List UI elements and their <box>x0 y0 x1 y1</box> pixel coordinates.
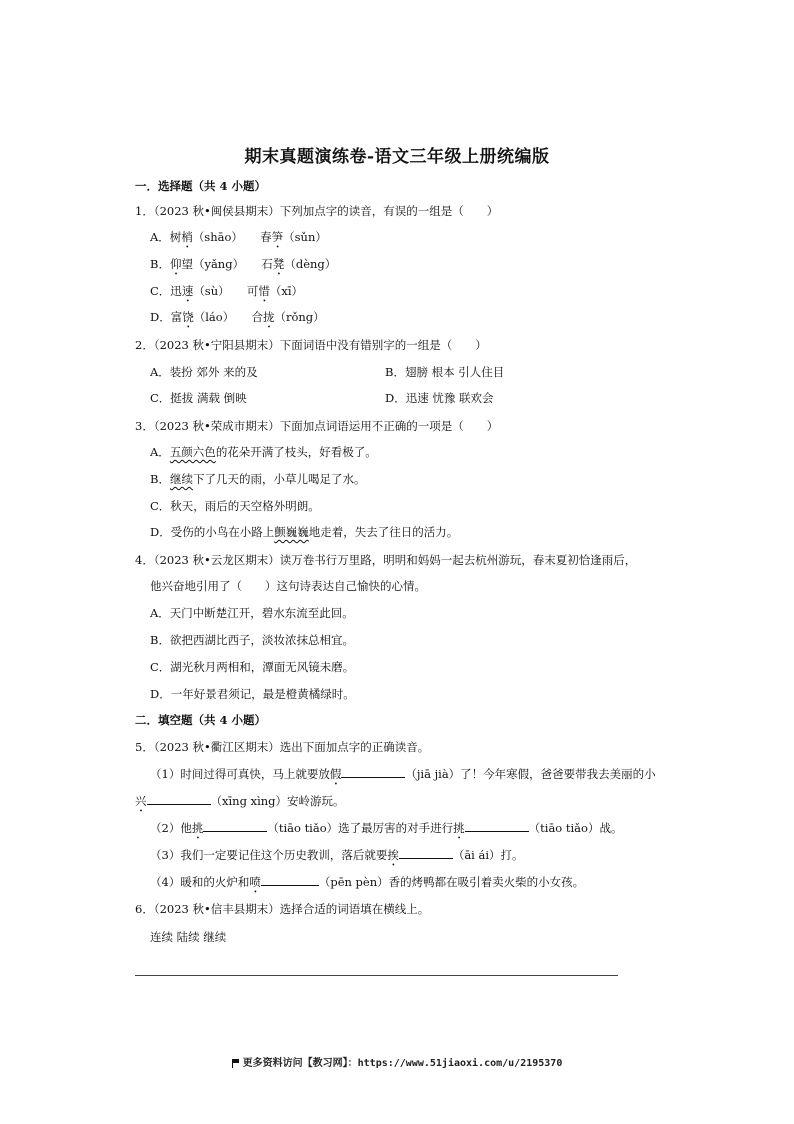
question-1-option-d: D．富饶（láo） 合拢（rǒng） <box>150 310 325 324</box>
page-title: 期末真题演练卷-语文三年级上册统编版 <box>244 147 550 167</box>
question-5-item-4: （4）暖和的火炉和喷 （pēn pèn）香的烤鸭都在吸引着卖火柴的小女孩。 <box>150 875 585 889</box>
question-3-stem: 3．（2023 秋•荣成市期末）下面加点词语运用不正确的一项是（ ） <box>135 419 499 433</box>
question-2-option-c: C．挺拔 满载 倒映 <box>150 391 247 405</box>
answer-blank[interactable] <box>261 873 319 886</box>
answer-blank[interactable] <box>399 846 453 859</box>
question-4-stem-line1: 4．（2023 秋•云龙区期末）读万卷书行万里路，明明和妈妈一起去杭州游玩，春末夏初恰逢雨后， <box>135 553 637 567</box>
question-3-option-b: B．继续下了几天的雨，小草儿喝足了水。 <box>150 472 366 486</box>
question-1-option-a: A．树梢（shāo） 春笋（sǔn） <box>150 230 327 244</box>
question-4-option-d: D．一年好景君须记，最是橙黄橘绿时。 <box>150 687 355 701</box>
question-3-option-c: C．秋天，雨后的天空格外明朗。 <box>150 499 320 513</box>
section-heading-fill: 二．填空题（共 4 小题） <box>135 713 267 727</box>
question-1-option-b: B．仰望（yǎng） 石凳（dèng） <box>150 257 337 271</box>
question-5-item-2: （2）他挑 （tiāo tiǎo）选了最厉害的对手进行挑 （tiāo tiǎo）战。 <box>150 821 623 835</box>
question-4-option-a: A．天门中断楚江开，碧水东流至此回。 <box>150 606 354 620</box>
answer-blank[interactable] <box>465 819 529 832</box>
footer <box>0 1054 794 1069</box>
flag-icon <box>232 1059 240 1067</box>
section-heading-choice: 一．选择题（共 4 小题） <box>135 179 267 193</box>
question-6-stem: 6．（2023 秋•信丰县期末）选择合适的词语填在横线上。 <box>135 902 430 916</box>
footer-link[interactable]: 更多资料访问【教习网】：https://www.51jiaoxi.com/u/2195370 <box>242 1058 563 1069</box>
question-4-option-c: C．湖光秋月两相和，潭面无风镜未磨。 <box>150 660 355 674</box>
question-5-stem: 5．（2023 秋•衢江区期末）选出下面加点字的正确读音。 <box>135 740 430 754</box>
answer-blank[interactable] <box>341 765 405 778</box>
question-5-item-3: （3）我们一定要记住这个历史教训，落后就要挨 （āi ái）打。 <box>150 848 524 862</box>
question-1-option-c: C．迅速（sù） 可惜（xī） <box>150 284 304 298</box>
answer-blank[interactable] <box>147 792 211 805</box>
question-2-option-d: D．迅速 忧豫 联欢会 <box>385 391 494 405</box>
question-2-option-b: B．翅膀 根本 引人住目 <box>385 365 505 379</box>
divider-line <box>135 975 618 976</box>
question-6-word-bank: 连续 陆续 继续 <box>150 930 227 944</box>
question-2-option-a: A．装扮 郊外 来的及 <box>150 365 258 379</box>
question-4-stem-line2: 他兴奋地引用了（ ）这句诗表达自己愉快的心情。 <box>150 579 426 593</box>
question-5-item-1-line2: 兴 （xīng xìng）安岭游玩。 <box>135 794 345 808</box>
answer-blank[interactable] <box>203 819 267 832</box>
question-5-item-1-line1: （1）时间过得可真快，马上就要放假 （jiā jià）了！今年寒假，爸爸要带我去美丽的小 <box>150 767 656 781</box>
question-2-stem: 2．（2023 秋•宁阳县期末）下面词语中没有错别字的一组是（ ） <box>135 338 487 352</box>
question-3-option-d: D．受伤的小鸟在小路上颤巍巍地走着，失去了往日的活力。 <box>150 525 459 539</box>
question-3-option-a: A．五颜六色的花朵开满了枝头，好看极了。 <box>150 445 377 459</box>
question-4-option-b: B．欲把西湖比西子，淡妆浓抹总相宜。 <box>150 633 354 647</box>
question-1-stem: 1．（2023 秋•闽侯县期末）下列加点字的读音，有误的一组是（ ） <box>135 204 499 218</box>
